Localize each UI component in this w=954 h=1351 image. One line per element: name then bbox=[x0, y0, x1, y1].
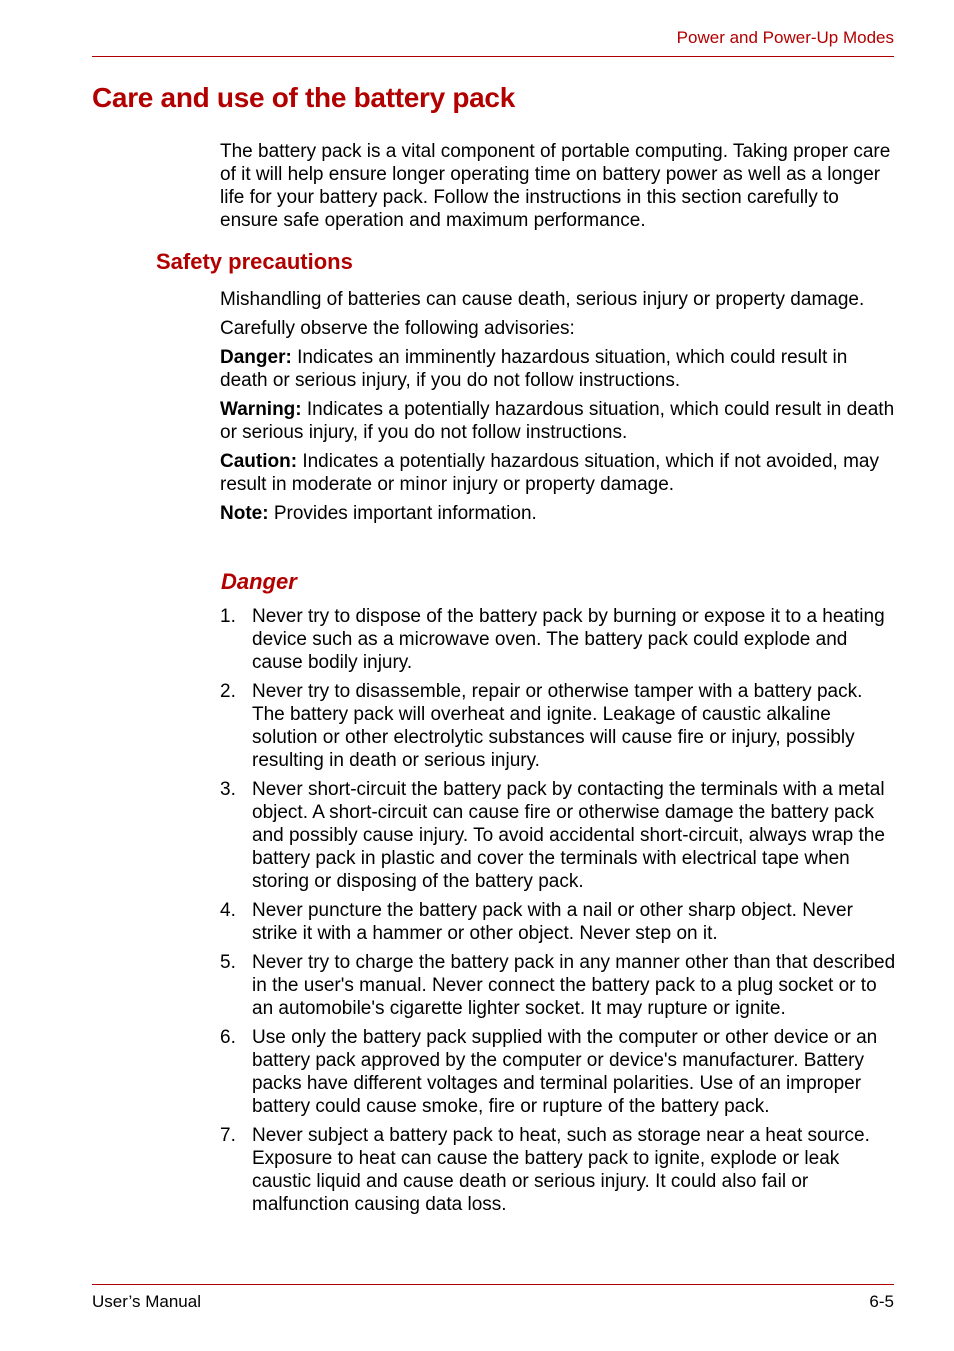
intro-paragraph: The battery pack is a vital component of portable computing. Taking proper care of it will help ensure longer operating time on battery power as well as a longer life for your battery pack. Follow the instructions in this section carefully to ensure safe operation and maximum performance. bbox=[220, 141, 891, 231]
note-advisory bbox=[220, 502, 900, 525]
list-item-number: 7. bbox=[220, 1125, 236, 1146]
list-item bbox=[220, 951, 900, 1020]
caution-advisory bbox=[220, 450, 900, 496]
list-item bbox=[220, 1124, 900, 1216]
note-advisory-text: Provides important information. bbox=[268, 503, 537, 524]
mishandling-paragraph: Mishandling of batteries can cause death, serious injury or property damage. bbox=[220, 289, 865, 310]
danger-heading: Danger bbox=[221, 569, 297, 594]
page-title: Care and use of the battery pack bbox=[92, 82, 515, 113]
footer-rule bbox=[92, 1284, 894, 1285]
list-item-text: Never try to dispose of the battery pack by burning or expose it to a heating device such as a microwave oven. The battery pack could explode and cause bodily injury. bbox=[252, 606, 885, 673]
warning-label: Warning: bbox=[220, 399, 302, 420]
warning-advisory bbox=[220, 398, 900, 444]
safety-precautions-body bbox=[220, 288, 900, 531]
list-item-number: 3. bbox=[220, 779, 236, 800]
list-item-text: Never try to disassemble, repair or otherwise tamper with a battery pack. The battery pack will overheat and ignite. Leakage of caustic alkaline solution or other electrolytic substances will cause fire or injury, possibly resulting in death or serious injury. bbox=[252, 681, 863, 771]
list-item-text: Never try to charge the battery pack in any manner other than that described in the user's manual. Never connect the battery pack to a plug socket or to an automobile's cigarette lighter socket. It may rupture or ignite. bbox=[252, 952, 896, 1019]
list-item-number: 4. bbox=[220, 900, 236, 921]
note-label: Note: bbox=[220, 503, 269, 524]
list-item-number: 6. bbox=[220, 1027, 236, 1048]
list-item-number: 1. bbox=[220, 606, 236, 627]
running-header: Power and Power-Up Modes bbox=[676, 28, 894, 47]
observe-paragraph: Carefully observe the following advisories: bbox=[220, 318, 575, 339]
warning-advisory-text: Indicates a potentially hazardous situation, which could result in death or serious injury, if you do not follow instructions. bbox=[220, 399, 895, 443]
danger-advisory bbox=[220, 346, 900, 392]
list-item bbox=[220, 605, 900, 674]
list-item-text: Never puncture the battery pack with a nail or other sharp object. Never strike it with a hammer or other object. Never step on it. bbox=[252, 900, 853, 944]
list-item bbox=[220, 1026, 900, 1118]
footer-page-number: 6-5 bbox=[869, 1292, 894, 1311]
list-item-text: Never short-circuit the battery pack by contacting the terminals with a metal object. A short-circuit can cause fire or otherwise damage the battery pack and possibly cause injury. To avoid accidental short-circuit, always wrap the battery pack in plastic and cover the terminals with electrical tape when storing or disposing of the battery pack. bbox=[252, 779, 885, 892]
danger-list bbox=[220, 605, 900, 1222]
list-item bbox=[220, 778, 900, 893]
list-item-text: Use only the battery pack supplied with the computer or other device or an battery pack approved by the computer or device's manufacturer. Battery packs have different voltages and terminal polarities. Use of an improper battery could cause smoke, fire or rupture of the battery pack. bbox=[252, 1027, 878, 1117]
header-rule bbox=[92, 56, 894, 57]
list-item bbox=[220, 899, 900, 945]
list-item bbox=[220, 680, 900, 772]
danger-advisory-text: Indicates an imminently hazardous situation, which could result in death or serious injury, if you do not follow instructions. bbox=[220, 347, 848, 391]
caution-advisory-text: Indicates a potentially hazardous situation, which if not avoided, may result in moderate or minor injury or property damage. bbox=[220, 451, 879, 495]
list-item-number: 2. bbox=[220, 681, 236, 702]
list-item-number: 5. bbox=[220, 952, 236, 973]
footer-manual-name: User’s Manual bbox=[92, 1292, 201, 1311]
safety-precautions-heading: Safety precautions bbox=[156, 249, 353, 274]
danger-label: Danger: bbox=[220, 347, 292, 368]
list-item-text: Never subject a battery pack to heat, such as storage near a heat source. Exposure to heat can cause the battery pack to ignite, explode or leak caustic liquid and cause death or serious injury. It could also fail or malfunction causing data loss. bbox=[252, 1125, 870, 1215]
caution-label: Caution: bbox=[220, 451, 298, 472]
